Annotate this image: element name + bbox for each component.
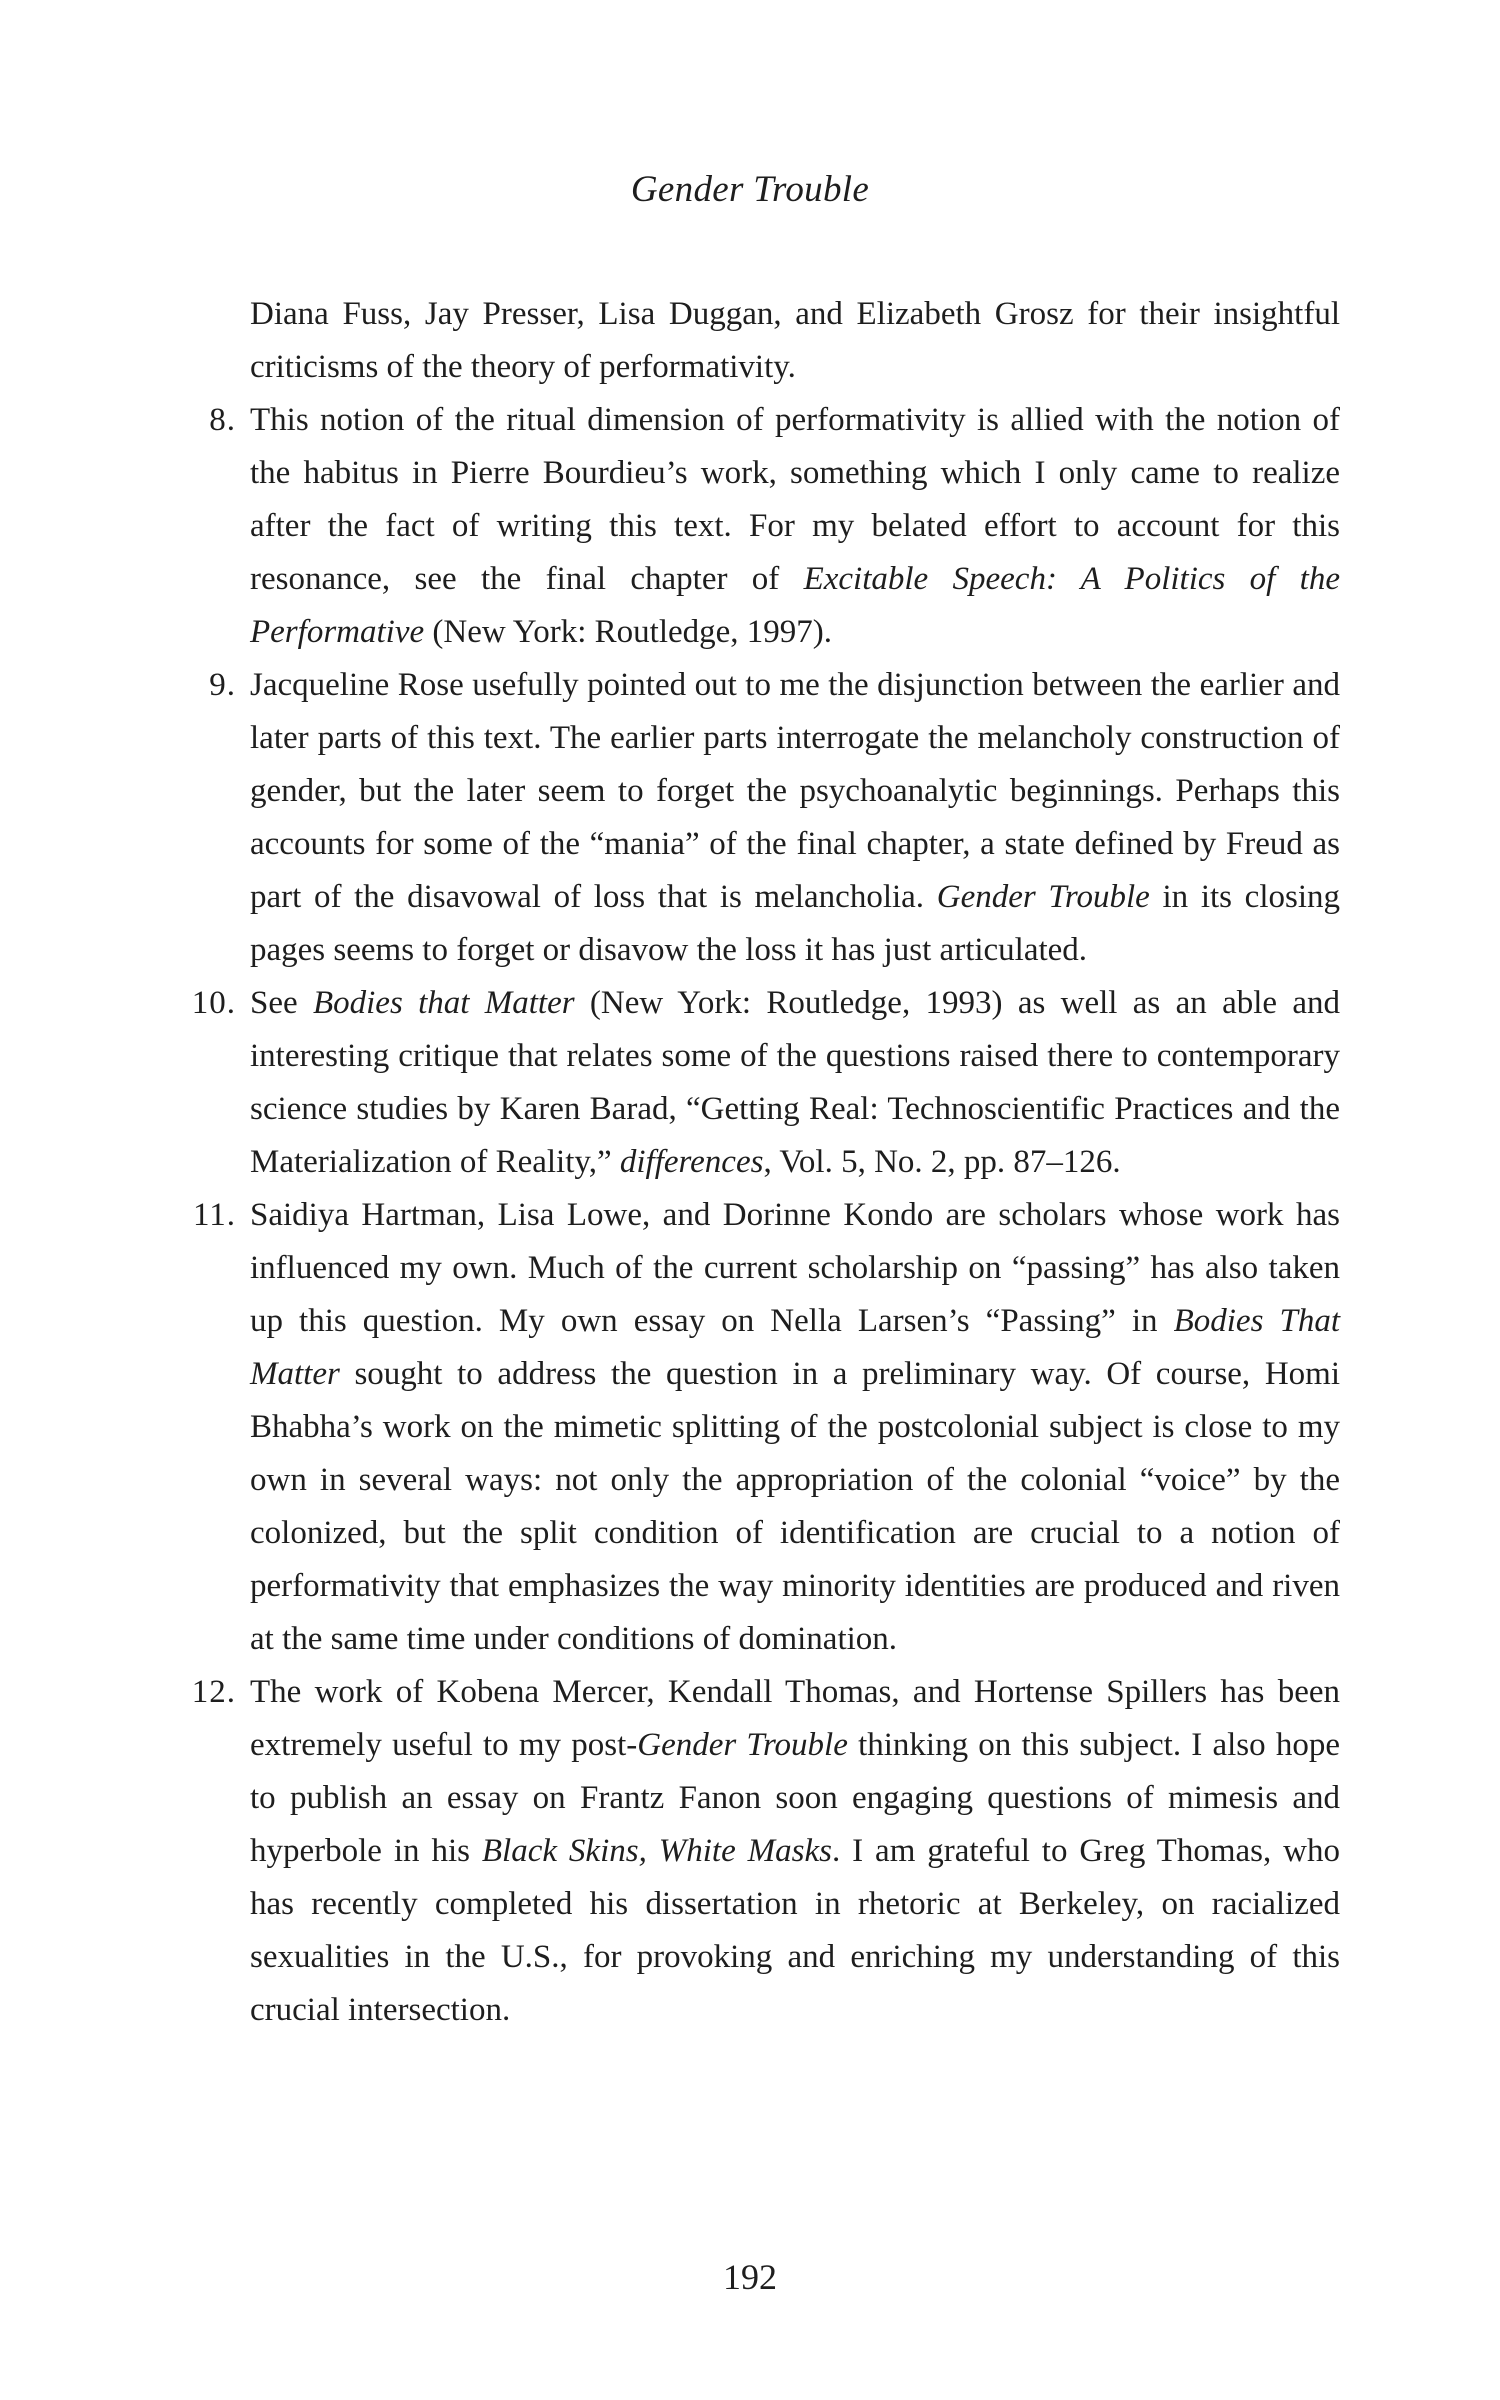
endnote [191, 977, 1340, 1189]
endnote-title-italic: Excitable Speech: A Politics of the Performative [250, 561, 1340, 650]
endnote [192, 1189, 1341, 1666]
endnote-segment: This notion of the ritual dimension of performativity is allied with the notion of the habitus in Pierre Bourdieu’s work, something which I only came to realize after the fact of writing this text. For my belated effort to account for this resonance, see the final chapter of [250, 402, 1340, 597]
endnote-number: 11. [192, 1197, 236, 1233]
endnote-segment: , Vol. 5, No. 2, pp. 87–126. [763, 1144, 1121, 1180]
endnote [191, 1666, 1340, 2037]
endnote-title-italic: Gender Trouble [637, 1727, 848, 1763]
endnote-segment: in its closing pages seems to forget or disavow the loss it has just articulated. [250, 879, 1341, 968]
endnote-segment: See [250, 985, 313, 1021]
endnote-title-italic: Gender Trouble [936, 879, 1150, 915]
endnote-title-italic: Black Skins, White Masks [481, 1833, 832, 1869]
endnote-segment: The work of Kobena Mercer, Kendall Thomas, and Hortense Spillers has been extremely useful to my post- [250, 1674, 1340, 1763]
endnote [250, 288, 1340, 394]
endnote-segment: . I am grateful to Greg Thomas, who has recently completed his dissertation in rhetoric at Berkeley, on racialized sexualities in the U.S., for provoking and enriching my understanding of this crucial intersection. [250, 1833, 1340, 2028]
endnote-segment: (New York: Routledge, 1997). [424, 614, 833, 650]
endnote [209, 394, 1340, 659]
endnote-segment: Jacqueline Rose usefully pointed out to me the disjunction between the earlier and later parts of this text. The earlier parts interrogate the melancholy construction of gender, but the later seem to forget the psychoanalytic beginnings. Perhaps this accounts for some of the “mania” of the final chapter, a state defined by Freud as part of the disavowal of loss that is melancholia. [250, 667, 1340, 915]
endnote-segment: thinking on this subject. I also hope to publish an essay on Frantz Fanon soon engaging questions of mimesis and hyperbole in his [250, 1727, 1340, 1869]
endnote-segment: Diana Fuss, Jay Presser, Lisa Duggan, and Elizabeth Grosz for their insightful criticisms of the theory of performativity. [250, 296, 1340, 385]
endnote-text [250, 667, 1340, 968]
endnote [209, 659, 1341, 977]
endnote-title-italic: Bodies that Matter [312, 985, 575, 1021]
endnote-title-italic: differences [619, 1144, 764, 1180]
endnote-text [250, 1674, 1340, 2028]
endnote-text [250, 1197, 1340, 1657]
running-head: Gender Trouble [630, 169, 870, 210]
endnote-segment: (New York: Routledge, 1993) as well as an able and interesting critique that relates some of the questions raised there to contemporary science studies by Karen Barad, “Getting Real: Technoscientific Practices and the Materialization of Reality,” [250, 985, 1340, 1180]
endnote-segment: sought to address the question in a preliminary way. Of course, Homi Bhabha’s work on the mimetic splitting of the postcolonial subject is close to my own in several ways: not only the appropriation of the colonial “voice” by the colonized, but the split condition of identification are crucial to a notion of performativity that emphasizes the way minority identities are produced and riven at the same time under conditions of domination. [250, 1356, 1340, 1657]
endnote-segment: Saidiya Hartman, Lisa Lowe, and Dorinne Kondo are scholars whose work has influenced my own. Much of the current scholarship on “passing” has also taken up this question. My own essay on Nella Larsen’s “Passing” in [250, 1197, 1340, 1339]
page-number: 192 [723, 2257, 777, 2297]
endnote-text [250, 985, 1340, 1180]
endnote-number: 12. [191, 1674, 236, 1710]
endnote-number: 8. [209, 402, 236, 438]
endnote-number: 9. [209, 667, 236, 703]
endnote-number: 10. [191, 985, 236, 1021]
endnote-title-italic: Bodies That Matter [250, 1303, 1341, 1392]
endnotes-list [191, 288, 1341, 2037]
endnote-text [250, 296, 1340, 385]
endnote-text [250, 402, 1340, 650]
